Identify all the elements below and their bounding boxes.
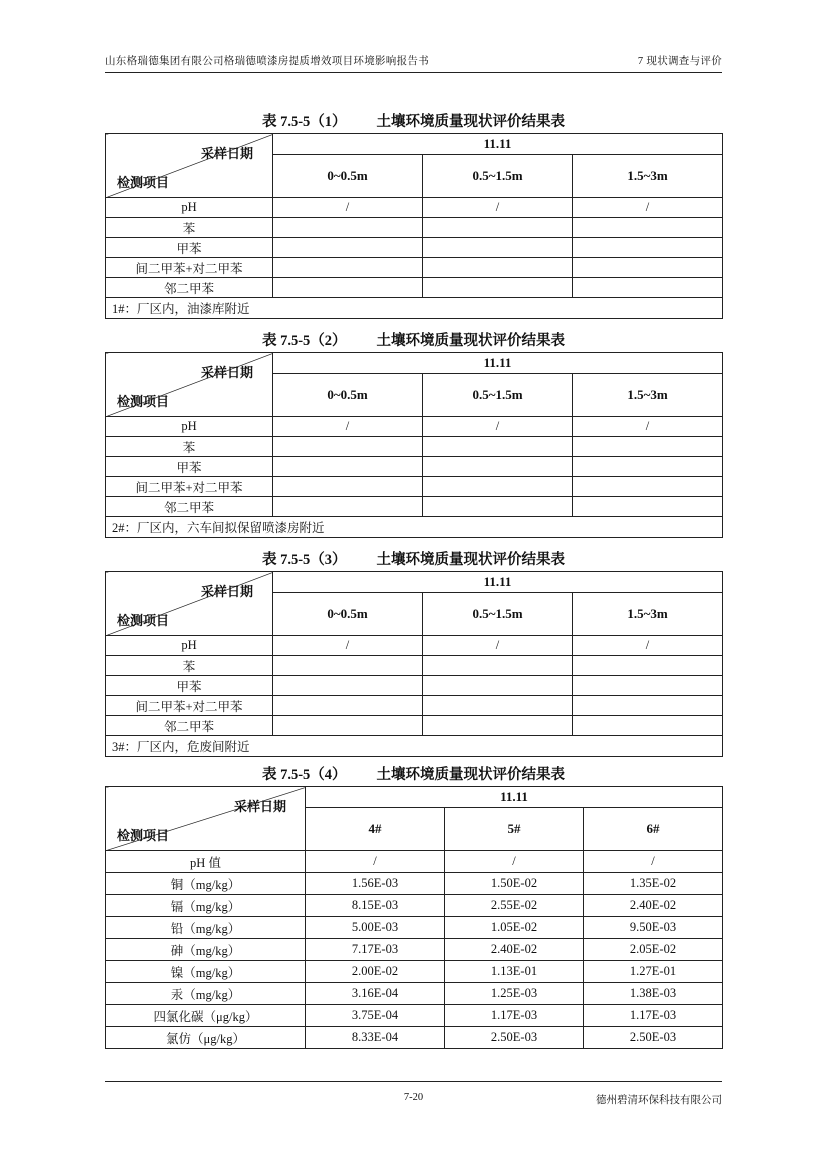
cell-value: / — [423, 198, 573, 218]
row-label: 甲苯 — [106, 457, 273, 477]
cell-value: 1.35E-02 — [584, 873, 723, 895]
table-1-title-number: 表 7.5-5（1） — [261, 114, 347, 130]
cell-value: / — [423, 417, 573, 437]
cell-value — [273, 218, 423, 238]
sampling-date-label: 采样日期 — [200, 365, 253, 380]
table-4-title-number: 表 7.5-5（4） — [261, 767, 347, 783]
cell-value — [273, 437, 423, 457]
row-label: 邻二甲苯 — [106, 278, 273, 298]
depth-column-header: 1.5~3m — [573, 155, 723, 198]
cell-value: 1.56E-03 — [306, 873, 445, 895]
table-row — [106, 636, 723, 656]
row-label: 邻二甲苯 — [106, 716, 273, 736]
cell-value: 8.15E-03 — [306, 895, 445, 917]
table-row — [106, 238, 723, 258]
cell-value: / — [584, 851, 723, 873]
cell-value: 1.17E-03 — [584, 1005, 723, 1027]
table-4-title — [105, 766, 722, 784]
cell-value — [273, 278, 423, 298]
cell-value — [573, 258, 723, 278]
row-label: pH — [106, 198, 273, 218]
corner-cell — [106, 572, 273, 636]
row-label: 氯仿（μg/kg） — [106, 1027, 306, 1049]
table-2-title-text: 土壤环境质量现状评价结果表 — [376, 333, 566, 349]
cell-value — [573, 218, 723, 238]
cell-value: 2.50E-03 — [584, 1027, 723, 1049]
cell-value — [273, 676, 423, 696]
detection-item-label: 检测项目 — [117, 613, 170, 628]
depth-column-header: 1.5~3m — [573, 374, 723, 417]
sample-column-header: 5# — [445, 808, 584, 851]
detection-item-label: 检测项目 — [117, 175, 170, 190]
cell-value — [423, 238, 573, 258]
sampling-date-label: 采样日期 — [200, 146, 253, 161]
running-footer — [105, 1081, 722, 1106]
row-label: 四氯化碳（μg/kg） — [106, 1005, 306, 1027]
cell-value — [423, 656, 573, 676]
soil-quality-table-1 — [105, 133, 723, 319]
cell-value — [423, 676, 573, 696]
detection-item-label: 检测项目 — [117, 394, 170, 409]
table-row — [106, 497, 723, 517]
row-label: 汞（mg/kg） — [106, 983, 306, 1005]
depth-column-header: 0~0.5m — [273, 593, 423, 636]
date-header: 11.11 — [273, 572, 723, 593]
cell-value — [573, 457, 723, 477]
cell-value: 1.13E-01 — [445, 961, 584, 983]
cell-value: 8.33E-04 — [306, 1027, 445, 1049]
table-4-title-text: 土壤环境质量现状评价结果表 — [376, 767, 566, 783]
table-row — [106, 917, 723, 939]
table-row — [106, 218, 723, 238]
table-row — [106, 417, 723, 437]
depth-column-header: 1.5~3m — [573, 593, 723, 636]
table-3-title-number: 表 7.5-5（3） — [261, 552, 347, 568]
table-note: 2#：厂区内，六车间拟保留喷漆房附近 — [106, 517, 723, 538]
table-row — [106, 961, 723, 983]
cell-value: 3.16E-04 — [306, 983, 445, 1005]
table-note: 1#：厂区内，油漆库附近 — [106, 298, 723, 319]
cell-value — [273, 238, 423, 258]
cell-value: 1.17E-03 — [445, 1005, 584, 1027]
sampling-date-label: 采样日期 — [233, 799, 286, 814]
row-label: pH — [106, 417, 273, 437]
cell-value: 1.25E-03 — [445, 983, 584, 1005]
table-3-title — [105, 551, 722, 569]
table-note: 3#：厂区内，危废间附近 — [106, 736, 723, 757]
table-row — [106, 983, 723, 1005]
table-row — [106, 198, 723, 218]
row-label: 甲苯 — [106, 238, 273, 258]
table-2-title-number: 表 7.5-5（2） — [261, 333, 347, 349]
table-row — [106, 939, 723, 961]
cell-value: 1.50E-02 — [445, 873, 584, 895]
corner-cell — [106, 134, 273, 198]
cell-value — [423, 218, 573, 238]
depth-column-header: 0.5~1.5m — [423, 374, 573, 417]
cell-value: / — [273, 198, 423, 218]
table-1-title-text: 土壤环境质量现状评价结果表 — [376, 114, 566, 130]
cell-value: / — [423, 636, 573, 656]
table-row — [106, 676, 723, 696]
page-number: 7-20 — [403, 1092, 424, 1103]
cell-value — [573, 656, 723, 676]
row-label: 铅（mg/kg） — [106, 917, 306, 939]
cell-value — [573, 437, 723, 457]
cell-value: / — [273, 417, 423, 437]
cell-value: / — [573, 198, 723, 218]
table-row — [106, 437, 723, 457]
row-label: 苯 — [106, 437, 273, 457]
soil-quality-table-4 — [105, 786, 723, 1049]
date-header: 11.11 — [273, 353, 723, 374]
row-label: 镍（mg/kg） — [106, 961, 306, 983]
cell-value — [423, 497, 573, 517]
sampling-date-label: 采样日期 — [200, 584, 253, 599]
cell-value: 2.40E-02 — [445, 939, 584, 961]
cell-value — [423, 457, 573, 477]
company-name: 德州碧清环保科技有限公司 — [596, 1095, 722, 1106]
cell-value — [423, 696, 573, 716]
cell-value: 9.50E-03 — [584, 917, 723, 939]
row-label: 间二甲苯+对二甲苯 — [106, 477, 273, 497]
cell-value: 2.55E-02 — [445, 895, 584, 917]
cell-value — [423, 477, 573, 497]
corner-cell — [106, 787, 306, 851]
row-label: 邻二甲苯 — [106, 497, 273, 517]
table-row — [106, 895, 723, 917]
cell-value: / — [306, 851, 445, 873]
row-label: 甲苯 — [106, 676, 273, 696]
table-row — [106, 716, 723, 736]
cell-value — [573, 278, 723, 298]
soil-quality-table-2 — [105, 352, 723, 538]
table-row — [106, 457, 723, 477]
date-header: 11.11 — [306, 787, 723, 808]
cell-value — [423, 258, 573, 278]
cell-value: 1.38E-03 — [584, 983, 723, 1005]
row-label: 间二甲苯+对二甲苯 — [106, 696, 273, 716]
sample-column-header: 4# — [306, 808, 445, 851]
sample-column-header: 6# — [584, 808, 723, 851]
cell-value: / — [273, 636, 423, 656]
running-header — [105, 0, 722, 73]
cell-value — [573, 477, 723, 497]
cell-value: 2.50E-03 — [445, 1027, 584, 1049]
row-label: 苯 — [106, 218, 273, 238]
cell-value — [273, 716, 423, 736]
cell-value: 1.05E-02 — [445, 917, 584, 939]
cell-value — [273, 477, 423, 497]
cell-value: / — [573, 636, 723, 656]
table-row — [106, 258, 723, 278]
depth-column-header: 0.5~1.5m — [423, 155, 573, 198]
soil-quality-table-3 — [105, 571, 723, 757]
cell-value — [573, 696, 723, 716]
cell-value — [273, 696, 423, 716]
table-2-title — [105, 332, 722, 350]
cell-value — [273, 457, 423, 477]
table-row — [106, 696, 723, 716]
cell-value: 2.40E-02 — [584, 895, 723, 917]
row-label: pH — [106, 636, 273, 656]
cell-value: 5.00E-03 — [306, 917, 445, 939]
cell-value — [573, 676, 723, 696]
date-header: 11.11 — [273, 134, 723, 155]
cell-value — [273, 258, 423, 278]
depth-column-header: 0~0.5m — [273, 374, 423, 417]
cell-value: 7.17E-03 — [306, 939, 445, 961]
cell-value — [573, 238, 723, 258]
cell-value — [573, 497, 723, 517]
row-label: 苯 — [106, 656, 273, 676]
cell-value: 3.75E-04 — [306, 1005, 445, 1027]
depth-column-header: 0.5~1.5m — [423, 593, 573, 636]
row-label: 镉（mg/kg） — [106, 895, 306, 917]
cell-value: / — [573, 417, 723, 437]
row-label: 砷（mg/kg） — [106, 939, 306, 961]
table-row — [106, 1027, 723, 1049]
header-report-title: 山东格瑞德集团有限公司格瑞德喷漆房提质增效项目环境影响报告书 — [105, 56, 429, 67]
header-chapter-title: 7 现状调查与评价 — [637, 56, 722, 67]
table-row — [106, 873, 723, 895]
table-row — [106, 851, 723, 873]
cell-value — [423, 716, 573, 736]
cell-value — [273, 656, 423, 676]
cell-value: 1.27E-01 — [584, 961, 723, 983]
cell-value — [573, 716, 723, 736]
row-label: pH 值 — [106, 851, 306, 873]
cell-value: 2.00E-02 — [306, 961, 445, 983]
cell-value: 2.05E-02 — [584, 939, 723, 961]
cell-value: / — [445, 851, 584, 873]
cell-value — [423, 278, 573, 298]
cell-value — [273, 497, 423, 517]
table-row — [106, 278, 723, 298]
table-row — [106, 1005, 723, 1027]
depth-column-header: 0~0.5m — [273, 155, 423, 198]
row-label: 铜（mg/kg） — [106, 873, 306, 895]
table-row — [106, 477, 723, 497]
table-3-title-text: 土壤环境质量现状评价结果表 — [376, 552, 566, 568]
detection-item-label: 检测项目 — [117, 828, 170, 843]
cell-value — [423, 437, 573, 457]
table-1-title — [105, 113, 722, 131]
corner-cell — [106, 353, 273, 417]
row-label: 间二甲苯+对二甲苯 — [106, 258, 273, 278]
table-row — [106, 656, 723, 676]
